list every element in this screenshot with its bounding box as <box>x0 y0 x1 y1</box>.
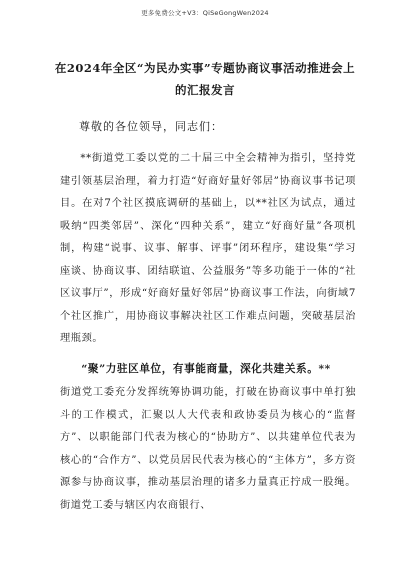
document-title-line-2: 的汇报发言 <box>175 83 235 97</box>
header-note: 更多免费公文+V3：QiSeGongWen2024 <box>141 9 269 17</box>
section-heading: “聚”力驻区单位，有事能商量，深化共建关系。** <box>81 363 331 375</box>
salutation: 尊敬的各位领导，同志们： <box>79 120 223 133</box>
document-title-line-1: 在2024年全区“为民办实事”专题协商议事活动推进会上 <box>54 61 356 75</box>
body-paragraph-2: 街道党工委充分发挥统筹协调功能，打破在协商议事中单打独斗的工作模式，汇聚以人大代表和政协委员为核心的“监督方”、以职能部门代表为核心的“协助方”、以共建单位代表为核心的“合作方”、以党员居民代表为核心的“主体方”，多方资源参与协商议事，推动基层治理的诸多力量真正拧成一股绳。街道党工委与辖区内农商银行、 <box>60 387 356 511</box>
body-paragraph-1: **街道党工委以党的二十届三中全会精神为指引，坚持党建引领基层治理，着力打造“好商好量好邻居”协商议事书记项目。在对7个社区摸底调研的基础上，以**社区为试点，通过吸纳“四类邻居”、深化“四种关系”，建立“好商好量”各项机制，构建“说事、议事、解事、评事”闭环程序，建设集“学习座谈、协商议事、团结联谊、公益服务”等多功能于一体的“社区议事厅”，形成“好商好量好邻居”协商议事工作法，向街域7个社区推广，用协商议事解决社区工作难点问题，突破基层治理瓶颈。 <box>60 153 356 344</box>
